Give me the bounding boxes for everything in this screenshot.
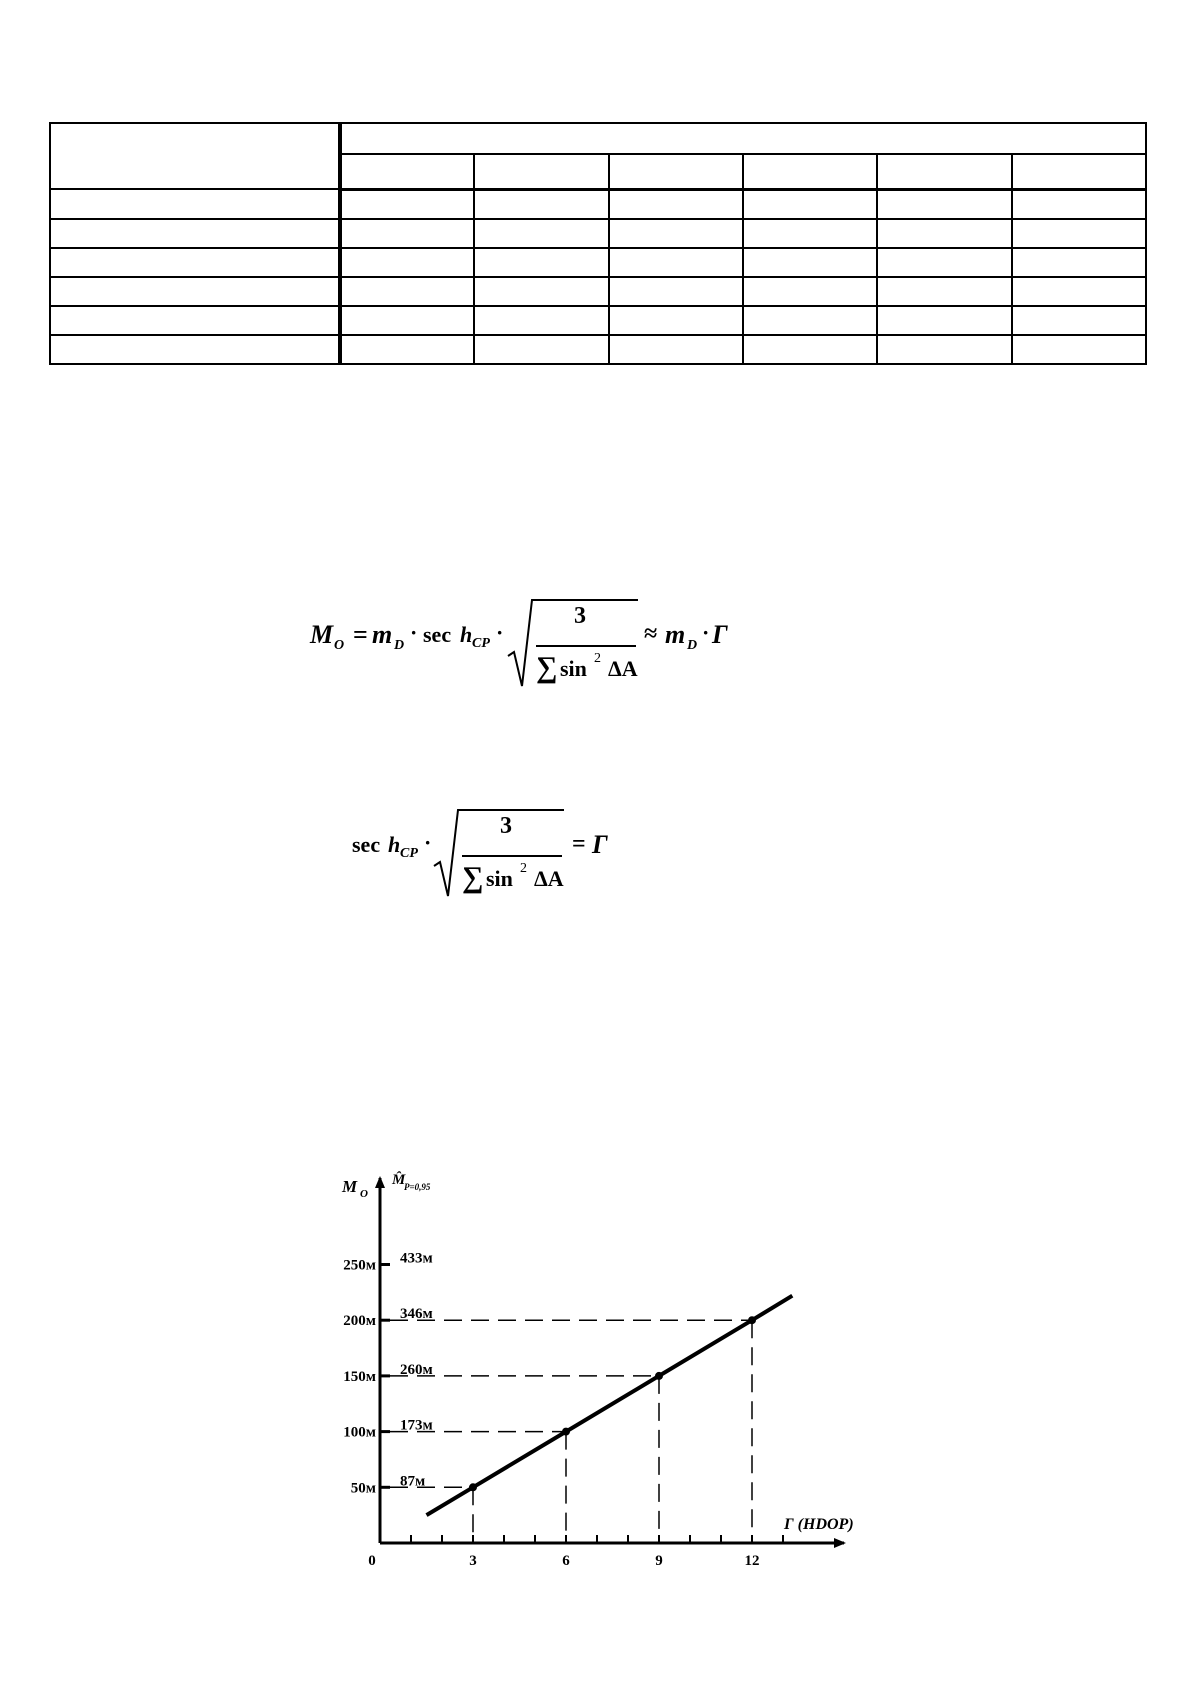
x-tick-label: 3 <box>469 1553 477 1569</box>
y-tick-label-right: 346м <box>400 1306 433 1323</box>
table-cell <box>50 248 340 277</box>
table-cell <box>340 306 474 335</box>
formula-gamma-sin: sin <box>486 866 513 891</box>
table-row <box>50 335 1146 364</box>
table-cell <box>474 189 608 219</box>
formula-gamma <box>352 808 612 903</box>
y-tick-label-right: 260м <box>400 1361 433 1378</box>
x-axis-title: Г (HDOP) <box>784 1516 854 1533</box>
formula-mo-gamma: Г <box>712 620 728 649</box>
formula-gamma-dot: · <box>424 830 432 855</box>
chart-axes <box>380 1178 844 1543</box>
table-row <box>50 306 1146 335</box>
formula-mo-approx: ≈ <box>644 621 658 647</box>
table-subheader-cell <box>340 154 474 189</box>
formula-mo <box>310 598 730 693</box>
table-row <box>50 248 1146 277</box>
table-cell <box>340 248 474 277</box>
table-cell <box>340 335 474 364</box>
table-subheader-cell <box>743 154 877 189</box>
formula-mo-dot2: · <box>496 620 504 645</box>
table-cell <box>474 306 608 335</box>
table-cell <box>743 189 877 219</box>
table-cell <box>1012 277 1146 306</box>
chart-ticks <box>380 1265 783 1544</box>
formula-mo-dot: · <box>410 620 418 645</box>
formula-mo-sin-exp: 2 <box>594 651 601 666</box>
table-cell <box>609 277 743 306</box>
chart-series <box>427 1296 793 1515</box>
y-tick-label-left: 100м <box>343 1424 376 1441</box>
formula-mo-sin: sin <box>560 656 587 681</box>
blank-data-table <box>49 122 1147 365</box>
table-cell <box>743 277 877 306</box>
table-group-header-cell <box>340 123 1146 154</box>
table-cell <box>877 248 1011 277</box>
table-cell <box>474 219 608 248</box>
table-cell <box>609 306 743 335</box>
y-tick-label-left: 200м <box>343 1313 376 1330</box>
table-cell <box>609 219 743 248</box>
formula-mo-numerator: 3 <box>574 603 586 629</box>
formula-mo-sec: sec <box>423 622 452 647</box>
y-axis-title-left: M <box>342 1177 358 1196</box>
formula-mo-md2-sub: D <box>687 638 698 653</box>
table-cell <box>474 277 608 306</box>
table-cell <box>743 219 877 248</box>
formula-mo-md-sub: D <box>394 638 405 653</box>
table-cell <box>1012 335 1146 364</box>
table-cell <box>1012 306 1146 335</box>
table-subheader-cell <box>877 154 1011 189</box>
formula-mo-eq: = <box>353 620 368 649</box>
data-point <box>748 1316 756 1324</box>
data-point <box>562 1428 570 1436</box>
table-cell <box>1012 189 1146 219</box>
x-tick-label: 6 <box>562 1553 570 1569</box>
table-cell <box>50 219 340 248</box>
table-cell <box>474 335 608 364</box>
y-axis-title-right-sub: P=0,95 <box>404 1182 431 1192</box>
formula-gamma-sec: sec <box>352 832 381 857</box>
table-cell <box>877 335 1011 364</box>
formula-mo-lhs-sub: O <box>334 638 345 653</box>
table-cell <box>1012 248 1146 277</box>
data-point <box>469 1483 477 1491</box>
table-cell <box>340 189 474 219</box>
formula-gamma-numerator: 3 <box>500 813 512 839</box>
series-line-mo <box>427 1296 793 1515</box>
table-cell <box>743 306 877 335</box>
table-cell <box>877 277 1011 306</box>
table-cell <box>50 335 340 364</box>
formula-mo-delta: ΔA <box>608 656 638 681</box>
table-cell <box>474 248 608 277</box>
formula-mo-md: m <box>372 620 393 649</box>
table-cell <box>50 277 340 306</box>
table-cell <box>609 248 743 277</box>
table-cell <box>50 306 340 335</box>
table-cell <box>743 248 877 277</box>
table-cell <box>1012 219 1146 248</box>
table-cell <box>743 335 877 364</box>
table-subheader-cell <box>609 154 743 189</box>
table-cell <box>50 189 340 219</box>
formula-gamma-h: h <box>388 832 401 857</box>
chart-labels <box>341 1171 854 1569</box>
table-corner-cell <box>50 123 340 189</box>
formula-mo-sigma: ∑ <box>536 651 558 684</box>
formula-mo-h-sub: CP <box>472 636 490 651</box>
formula-gamma-delta: ΔA <box>534 866 564 891</box>
y-axis-title-right: M̂ <box>392 1172 406 1188</box>
y-tick-label-right: 87м <box>400 1473 426 1490</box>
table-cell <box>877 306 1011 335</box>
formula-gamma-sin-exp: 2 <box>520 861 527 876</box>
mo-vs-hdop-chart <box>300 1170 880 1580</box>
table-subheader-cell <box>474 154 608 189</box>
formula-gamma-gamma: Г <box>592 830 608 859</box>
formula-gamma-h-sub: CP <box>400 846 418 861</box>
table-subheader-cell <box>1012 154 1146 189</box>
table-cell <box>877 219 1011 248</box>
y-tick-label-left: 250м <box>343 1257 376 1274</box>
formula-gamma-eq: = <box>572 831 586 857</box>
origin-label: 0 <box>368 1553 376 1569</box>
table-header-row <box>50 123 1146 154</box>
table-row <box>50 277 1146 306</box>
table-cell <box>340 277 474 306</box>
x-tick-label: 9 <box>655 1553 663 1569</box>
y-axis-title-left-sub: O <box>360 1188 368 1200</box>
x-tick-label: 12 <box>744 1553 760 1569</box>
formula-mo-h: h <box>460 622 473 647</box>
formula-mo-lhs: M <box>310 620 334 649</box>
formula-gamma-sigma: ∑ <box>462 861 484 894</box>
y-tick-label-left: 150м <box>343 1368 376 1385</box>
table-cell <box>877 189 1011 219</box>
y-tick-label-right: 173м <box>400 1417 433 1434</box>
table-cell <box>609 189 743 219</box>
data-point <box>655 1372 663 1380</box>
table-cell <box>340 219 474 248</box>
formula-mo-md2: m <box>665 620 686 649</box>
formula-mo-dot3: · <box>702 620 710 645</box>
y-tick-label-right: 433м <box>400 1250 433 1267</box>
table-row <box>50 219 1146 248</box>
table-cell <box>609 335 743 364</box>
y-tick-label-left: 50м <box>350 1480 376 1497</box>
table-row <box>50 189 1146 219</box>
